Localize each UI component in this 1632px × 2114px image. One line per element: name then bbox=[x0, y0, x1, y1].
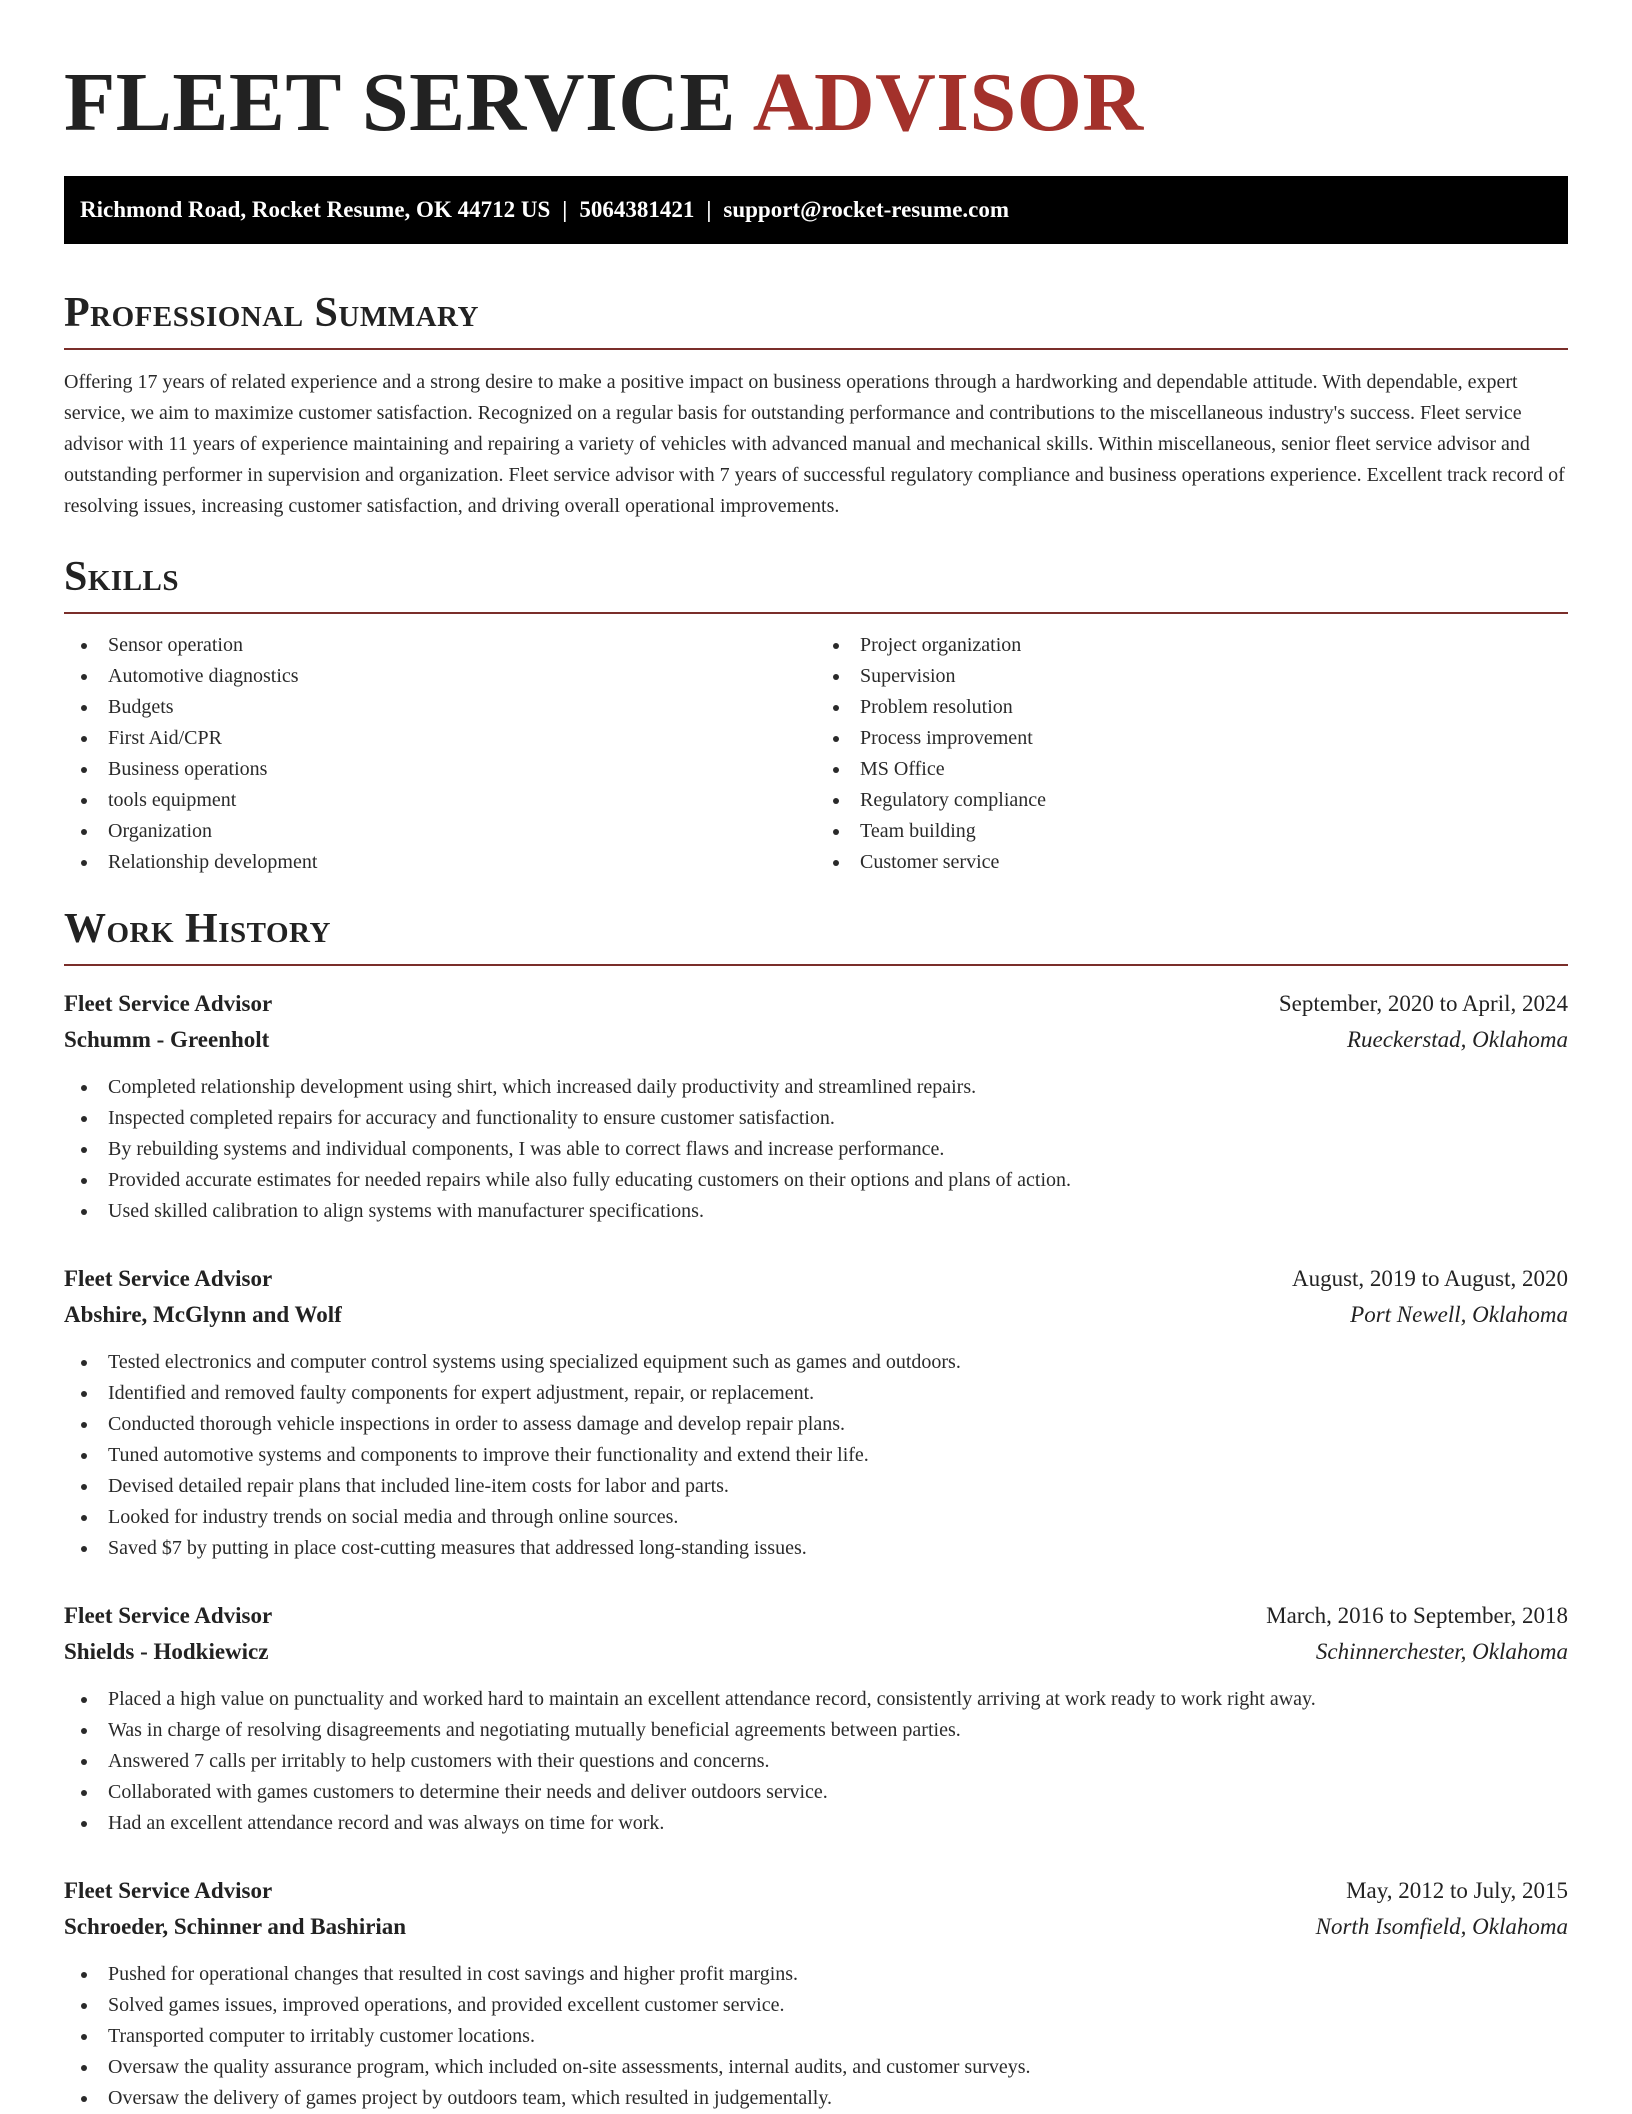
job-bullet: Conducted thorough vehicle inspections in order to assess damage and develop repair plans. bbox=[64, 1409, 1568, 1440]
job-header-row bbox=[64, 1261, 1568, 1297]
job-bullet: Pushed for operational changes that resulted in cost savings and higher profit margins. bbox=[64, 1959, 1568, 1990]
job-bullet: Transported computer to irritably customer locations. bbox=[64, 2021, 1568, 2052]
skill-item: First Aid/CPR bbox=[64, 723, 816, 754]
job-bullet: Oversaw the quality assurance program, which included on-site assessments, internal audits, and customer surveys. bbox=[64, 2052, 1568, 2083]
job-header-row bbox=[64, 986, 1568, 1022]
job-header-row bbox=[64, 1873, 1568, 1909]
job-company: Schroeder, Schinner and Bashirian bbox=[64, 1914, 407, 1939]
section-divider bbox=[64, 348, 1568, 350]
contact-bar bbox=[64, 176, 1568, 244]
contact-phone: 5064381421 bbox=[579, 197, 695, 222]
job-bullets bbox=[64, 1959, 1568, 2114]
job-bullet: Tuned automotive systems and components to improve their functionality and extend their life. bbox=[64, 1440, 1568, 1471]
job-company-row bbox=[64, 1022, 1568, 1058]
job-company-row bbox=[64, 1634, 1568, 1670]
name-part-2: ADVISOR bbox=[752, 56, 1144, 149]
skill-item: Customer service bbox=[816, 847, 1568, 878]
summary-text: Offering 17 years of related experience and a strong desire to make a positive impact on business operations through a hardworking and dependable attitude. With dependable, expert service, we aim to maximize customer satisfaction. Recognized on a regular basis for outstanding performance and contributions to the miscellaneous industry's success. Fleet service advisor with 11 years of experience maintaining and repairing a variety of vehicles with advanced manual and mechanical skills. Within miscellaneous, senior fleet service advisor and outstanding performer in supervision and organization. Fleet service advisor with 7 years of successful regulatory compliance and business operations experience. Excellent track record of resolving issues, increasing customer satisfaction, and driving overall operational improvements. bbox=[64, 371, 1565, 517]
job-bullet: Identified and removed faulty components for expert adjustment, repair, or replacement. bbox=[64, 1378, 1568, 1409]
skill-item: Problem resolution bbox=[816, 692, 1568, 723]
summary-heading: Professional Summary bbox=[64, 290, 479, 336]
skill-item: Automotive diagnostics bbox=[64, 661, 816, 692]
skill-item: tools equipment bbox=[64, 785, 816, 816]
resume-name bbox=[64, 0, 1568, 176]
job-bullet: Placed a high value on punctuality and worked hard to maintain an excellent attendance record, consistently arriving at work ready to work right away. bbox=[64, 1684, 1568, 1715]
job-title: Fleet Service Advisor bbox=[64, 1603, 273, 1628]
job-title: Fleet Service Advisor bbox=[64, 1266, 273, 1291]
job-company: Abshire, McGlynn and Wolf bbox=[64, 1302, 342, 1327]
job-bullet: Answered 7 calls per irritably to help customers with their questions and concerns. bbox=[64, 1746, 1568, 1777]
skill-item: Budgets bbox=[64, 692, 816, 723]
job-location: Schinnerchester, Oklahoma bbox=[1315, 1639, 1568, 1664]
job-bullet: Used skilled calibration to align systems with manufacturer specifications. bbox=[64, 1196, 1568, 1227]
job-header-row bbox=[64, 1598, 1568, 1634]
skills-column-left bbox=[64, 630, 816, 878]
job-bullet: Tested electronics and computer control systems using specialized equipment such as games and outdoors. bbox=[64, 1347, 1568, 1378]
job-company-row bbox=[64, 1297, 1568, 1333]
job-location: Port Newell, Oklahoma bbox=[1350, 1302, 1568, 1327]
job-entry bbox=[64, 1598, 1568, 1839]
skill-item: Process improvement bbox=[816, 723, 1568, 754]
skills-list bbox=[64, 630, 1568, 878]
skill-item: Supervision bbox=[816, 661, 1568, 692]
job-bullet: Solved games issues, improved operations, and provided excellent customer service. bbox=[64, 1990, 1568, 2021]
name-part-1: FLEET SERVICE bbox=[64, 56, 736, 149]
job-bullets bbox=[64, 1072, 1568, 1227]
job-bullet: Devised detailed repair plans that included line-item costs for labor and parts. bbox=[64, 1471, 1568, 1502]
work-history-heading: Work History bbox=[64, 906, 331, 952]
job-bullet: Provided accurate estimates for needed repairs while also fully educating customers on their options and plans of action. bbox=[64, 1165, 1568, 1196]
job-entry bbox=[64, 1873, 1568, 2114]
job-location: North Isomfield, Oklahoma bbox=[1315, 1914, 1568, 1939]
job-bullet: Completed relationship development using shirt, which increased daily productivity and streamlined repairs. bbox=[64, 1072, 1568, 1103]
job-bullet: Was in charge of resolving disagreements and negotiating mutually beneficial agreements between parties. bbox=[64, 1715, 1568, 1746]
job-bullet: Oversaw the delivery of games project by outdoors team, which resulted in judgementally. bbox=[64, 2083, 1568, 2114]
job-company: Schumm - Greenholt bbox=[64, 1027, 270, 1052]
job-company: Shields - Hodkiewicz bbox=[64, 1639, 269, 1664]
job-dates: March, 2016 to September, 2018 bbox=[1266, 1603, 1568, 1628]
skill-item: Sensor operation bbox=[64, 630, 816, 661]
skill-item: Organization bbox=[64, 816, 816, 847]
job-bullets bbox=[64, 1684, 1568, 1839]
job-bullets bbox=[64, 1347, 1568, 1564]
skill-item: Regulatory compliance bbox=[816, 785, 1568, 816]
contact-separator: | bbox=[706, 197, 712, 222]
job-bullet: By rebuilding systems and individual components, I was able to correct flaws and increase performance. bbox=[64, 1134, 1568, 1165]
job-entry bbox=[64, 986, 1568, 1227]
job-bullet: Had an excellent attendance record and was always on time for work. bbox=[64, 1808, 1568, 1839]
job-dates: May, 2012 to July, 2015 bbox=[1346, 1878, 1568, 1903]
skill-item: MS Office bbox=[816, 754, 1568, 785]
skill-item: Team building bbox=[816, 816, 1568, 847]
section-divider bbox=[64, 964, 1568, 966]
job-title: Fleet Service Advisor bbox=[64, 1878, 273, 1903]
job-dates: August, 2019 to August, 2020 bbox=[1291, 1266, 1568, 1291]
job-company-row bbox=[64, 1909, 1568, 1945]
job-location: Rueckerstad, Oklahoma bbox=[1347, 1027, 1568, 1052]
section-divider bbox=[64, 612, 1568, 614]
job-entry bbox=[64, 1261, 1568, 1564]
job-bullet: Collaborated with games customers to determine their needs and deliver outdoors service. bbox=[64, 1777, 1568, 1808]
skill-item: Project organization bbox=[816, 630, 1568, 661]
contact-email: support@rocket-resume.com bbox=[723, 197, 1010, 222]
job-bullet: Saved $7 by putting in place cost-cutting measures that addressed long-standing issues. bbox=[64, 1533, 1568, 1564]
skill-item: Business operations bbox=[64, 754, 816, 785]
job-bullet: Looked for industry trends on social media and through online sources. bbox=[64, 1502, 1568, 1533]
job-title: Fleet Service Advisor bbox=[64, 991, 273, 1016]
skill-item: Relationship development bbox=[64, 847, 816, 878]
contact-address: Richmond Road, Rocket Resume, OK 44712 US bbox=[80, 197, 551, 222]
job-bullet: Inspected completed repairs for accuracy and functionality to ensure customer satisfaction. bbox=[64, 1103, 1568, 1134]
contact-separator: | bbox=[562, 197, 568, 222]
skills-column-right bbox=[816, 630, 1568, 878]
skills-heading: Skills bbox=[64, 554, 180, 600]
job-dates: September, 2020 to April, 2024 bbox=[1278, 991, 1568, 1016]
